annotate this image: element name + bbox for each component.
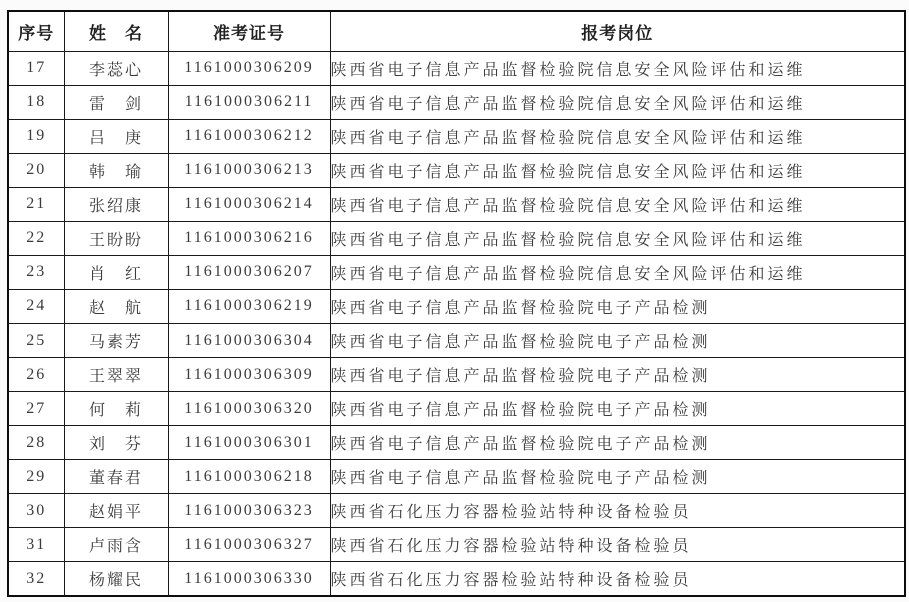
header-seq: 序号 — [8, 11, 64, 51]
table-row — [8, 255, 905, 289]
table-row — [8, 119, 905, 153]
seq-cell: 28 — [8, 426, 64, 460]
header-row — [8, 11, 905, 51]
position-cell: 陕西省电子信息产品监督检验院信息安全风险评估和运维 — [330, 85, 905, 119]
position-cell: 陕西省电子信息产品监督检验院信息安全风险评估和运维 — [330, 51, 905, 85]
header-name: 姓 名 — [64, 11, 168, 51]
ticket-cell: 1161000306320 — [168, 392, 330, 426]
name-cell: 张绍康 — [64, 187, 168, 221]
ticket-cell: 1161000306218 — [168, 460, 330, 494]
table-row — [8, 562, 905, 596]
position-cell: 陕西省石化压力容器检验站特种设备检验员 — [330, 494, 905, 528]
position-cell: 陕西省电子信息产品监督检验院电子产品检测 — [330, 426, 905, 460]
position-cell: 陕西省石化压力容器检验站特种设备检验员 — [330, 562, 905, 596]
table-row — [8, 187, 905, 221]
name-cell: 刘 芬 — [64, 426, 168, 460]
position-cell: 陕西省电子信息产品监督检验院信息安全风险评估和运维 — [330, 153, 905, 187]
seq-cell: 22 — [8, 221, 64, 255]
ticket-cell: 1161000306304 — [168, 324, 330, 358]
ticket-cell: 1161000306207 — [168, 255, 330, 289]
seq-cell: 23 — [8, 255, 64, 289]
position-cell: 陕西省电子信息产品监督检验院电子产品检测 — [330, 289, 905, 323]
table-row — [8, 289, 905, 323]
name-cell: 杨耀民 — [64, 562, 168, 596]
position-cell: 陕西省电子信息产品监督检验院电子产品检测 — [330, 358, 905, 392]
ticket-cell: 1161000306209 — [168, 51, 330, 85]
table-row — [8, 460, 905, 494]
seq-cell: 27 — [8, 392, 64, 426]
seq-cell: 32 — [8, 562, 64, 596]
position-cell: 陕西省电子信息产品监督检验院电子产品检测 — [330, 460, 905, 494]
name-cell: 赵 航 — [64, 289, 168, 323]
ticket-cell: 1161000306309 — [168, 358, 330, 392]
seq-cell: 26 — [8, 358, 64, 392]
table-row — [8, 153, 905, 187]
name-cell: 王盼盼 — [64, 221, 168, 255]
ticket-cell: 1161000306216 — [168, 221, 330, 255]
table-row — [8, 85, 905, 119]
ticket-cell: 1161000306327 — [168, 528, 330, 562]
ticket-cell: 1161000306212 — [168, 119, 330, 153]
table-row — [8, 392, 905, 426]
ticket-cell: 1161000306301 — [168, 426, 330, 460]
seq-cell: 19 — [8, 119, 64, 153]
name-cell: 何 莉 — [64, 392, 168, 426]
table-row — [8, 494, 905, 528]
name-cell: 马素芳 — [64, 324, 168, 358]
position-cell: 陕西省电子信息产品监督检验院信息安全风险评估和运维 — [330, 255, 905, 289]
seq-cell: 24 — [8, 289, 64, 323]
table-row — [8, 51, 905, 85]
ticket-cell: 1161000306213 — [168, 153, 330, 187]
seq-cell: 30 — [8, 494, 64, 528]
ticket-cell: 1161000306211 — [168, 85, 330, 119]
seq-cell: 25 — [8, 324, 64, 358]
position-cell: 陕西省石化压力容器检验站特种设备检验员 — [330, 528, 905, 562]
seq-cell: 29 — [8, 460, 64, 494]
seq-cell: 31 — [8, 528, 64, 562]
name-cell: 董春君 — [64, 460, 168, 494]
candidate-roster-table — [7, 10, 906, 597]
ticket-cell: 1161000306330 — [168, 562, 330, 596]
seq-cell: 20 — [8, 153, 64, 187]
table-row — [8, 324, 905, 358]
table-row — [8, 426, 905, 460]
header-ticket: 准考证号 — [168, 11, 330, 51]
position-cell: 陕西省电子信息产品监督检验院信息安全风险评估和运维 — [330, 119, 905, 153]
position-cell: 陕西省电子信息产品监督检验院信息安全风险评估和运维 — [330, 221, 905, 255]
seq-cell: 17 — [8, 51, 64, 85]
table-row — [8, 528, 905, 562]
position-cell: 陕西省电子信息产品监督检验院信息安全风险评估和运维 — [330, 187, 905, 221]
name-cell: 李蕊心 — [64, 51, 168, 85]
name-cell: 韩 瑜 — [64, 153, 168, 187]
position-cell: 陕西省电子信息产品监督检验院电子产品检测 — [330, 324, 905, 358]
ticket-cell: 1161000306219 — [168, 289, 330, 323]
seq-cell: 21 — [8, 187, 64, 221]
table-row — [8, 358, 905, 392]
header-position: 报考岗位 — [330, 11, 905, 51]
table-row — [8, 221, 905, 255]
name-cell: 雷 剑 — [64, 85, 168, 119]
name-cell: 王翠翠 — [64, 358, 168, 392]
ticket-cell: 1161000306214 — [168, 187, 330, 221]
seq-cell: 18 — [8, 85, 64, 119]
name-cell: 吕 庚 — [64, 119, 168, 153]
name-cell: 赵娟平 — [64, 494, 168, 528]
position-cell: 陕西省电子信息产品监督检验院电子产品检测 — [330, 392, 905, 426]
ticket-cell: 1161000306323 — [168, 494, 330, 528]
name-cell: 卢雨含 — [64, 528, 168, 562]
name-cell: 肖 红 — [64, 255, 168, 289]
